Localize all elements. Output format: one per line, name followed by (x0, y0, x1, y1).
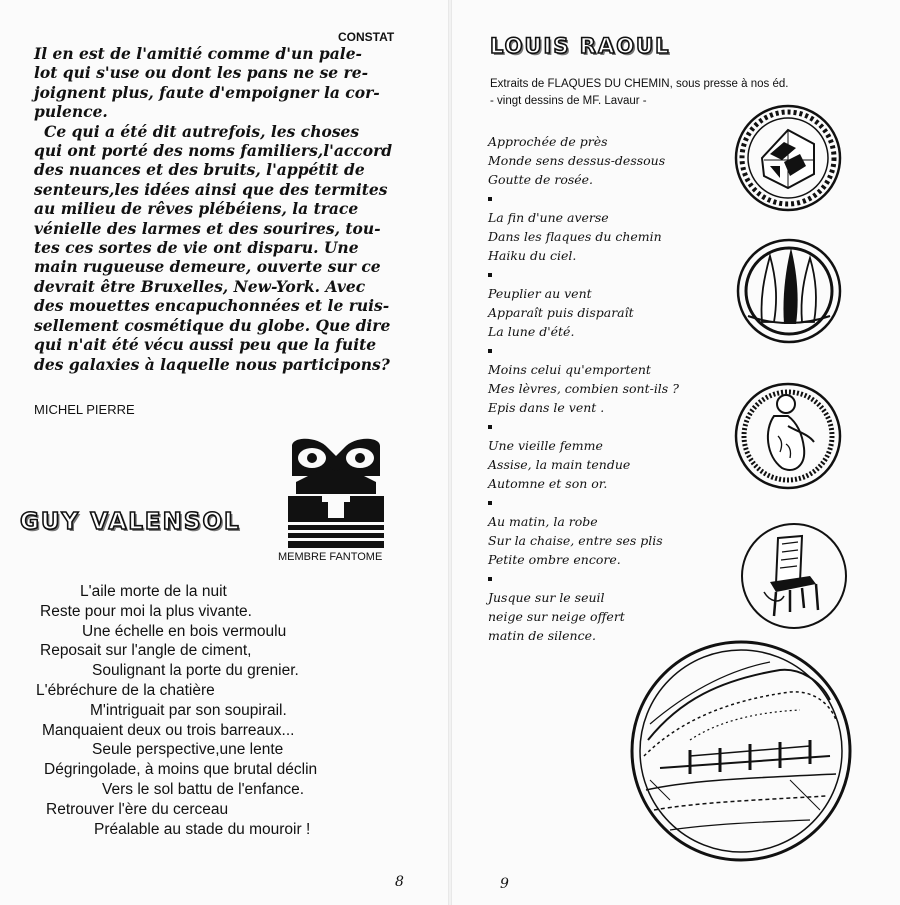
haiku-line: Une vieille femme (488, 438, 603, 453)
prose-line: devrait être Bruxelles, New-York. Avec (34, 276, 366, 296)
poem-line: Retrouver l'ère du cerceau (46, 800, 229, 818)
haiku-line: Monde sens dessus-dessous (488, 153, 666, 168)
haiku-line: La fin d'une averse (488, 210, 609, 225)
haiku-separator-bullet (488, 425, 492, 429)
section-label: CONSTAT (338, 30, 395, 44)
prose-line: des galaxies à laquelle nous participons? (34, 354, 390, 374)
poem-line: L'ébréchure de la chatière (36, 681, 215, 699)
prose-line: Il en est de l'amitié comme d'un pale- (34, 44, 362, 63)
medallion-mosaic-icon (734, 104, 842, 212)
haiku-line: Mes lèvres, combien sont-ils ? (488, 381, 679, 396)
medallion-chair-icon (740, 522, 848, 630)
poem-line: Une échelle en bois vermoulu (82, 622, 287, 640)
poem-line: Reste pour moi la plus vivante. (40, 602, 252, 620)
membre-fantome-logo-icon (288, 436, 384, 548)
haiku-separator-bullet (488, 197, 492, 201)
prose-line: des mouettes encapuchonnées et le ruis- (34, 296, 390, 316)
intro-line: Extraits de FLAQUES DU CHEMIN, sous presse à nos éd. (490, 78, 789, 90)
haiku-line: Apparaît puis disparaît (488, 305, 634, 320)
prose-line: joignent plus, faute d'empoigner la cor- (34, 82, 380, 102)
prose-line: qui n'ait été vécu aussi peu que la fuite (34, 335, 377, 355)
prose-line: tes ces sortes de vie ont disparu. Une (34, 238, 359, 258)
haiku-line: Assise, la main tendue (488, 457, 631, 472)
medallion-landscape-icon (630, 640, 852, 862)
prose-line: lot qui s'use ou dont les pans ne se re- (34, 63, 369, 83)
haiku-line: Epis dans le vent . (488, 400, 605, 415)
prose-line: senteurs,les idées ainsi que des termites (34, 179, 388, 199)
prose-line: main rugueuse demeure, ouverte sur ce (34, 257, 381, 277)
poem-line: Soulignant la porte du grenier. (92, 662, 299, 680)
poem-line: Manquaient deux ou trois barreaux... (42, 721, 295, 739)
medallion-poplars-icon (736, 238, 842, 344)
haiku-line: Jusque sur le seuil (488, 590, 605, 605)
poet-title: GUY VALENSOL (20, 509, 241, 535)
poem-line: L'aile morte de la nuit (80, 583, 227, 600)
poem-line: M'intriguait par son soupirail. (90, 701, 287, 719)
intro-line: - vingt dessins de MF. Lavaur - (490, 95, 647, 107)
poem-line: Vers le sol battu de l'enfance. (102, 780, 305, 798)
right-page (450, 0, 900, 905)
poet-title: LOUIS RAOUL (490, 34, 671, 58)
prose-line: des nuances et des bruits, l'appétit de (34, 160, 365, 180)
haiku-line: Dans les flaques du chemin (488, 229, 662, 244)
poem-line: Reposait sur l'angle de ciment, (40, 642, 252, 660)
haiku-line: Moins celui qu'emportent (488, 362, 651, 377)
haiku-line: Au matin, la robe (488, 514, 598, 529)
prose-line: pulence. (34, 102, 108, 122)
prose-line: vénielle des larmes et des sourires, tou- (34, 218, 381, 238)
haiku-line: neige sur neige offert (488, 609, 625, 624)
haiku-line: Sur la chaise, entre ses plis (488, 533, 663, 548)
poem-line: Préalable au stade du mouroir ! (94, 820, 311, 838)
prose-line: sellement cosmétique du globe. Que dire (34, 315, 391, 335)
medallion-figure-icon (734, 382, 842, 490)
author-signature: MICHEL PIERRE (34, 402, 135, 417)
haiku-line: Petite ombre encore. (488, 552, 621, 567)
prose-line: au milieu de rêves plébéiens, la trace (34, 199, 359, 219)
haiku-line: Peuplier au vent (488, 286, 592, 301)
haiku-line: Automne et son or. (488, 476, 608, 491)
page-number-left: 8 (395, 874, 404, 890)
haiku-separator-bullet (488, 501, 492, 505)
prose-line: qui ont porté des noms familiers,l'accord (34, 141, 393, 161)
haiku-separator-bullet (488, 577, 492, 581)
prose-line: Ce qui a été dit autrefois, les choses (44, 121, 360, 141)
haiku-separator-bullet (488, 273, 492, 277)
page-number-right: 9 (500, 876, 509, 892)
haiku-line: matin de silence. (488, 628, 596, 643)
haiku-separator-bullet (488, 349, 492, 353)
haiku-line: Goutte de rosée. (488, 172, 594, 187)
haiku-line: La lune d'été. (488, 324, 575, 339)
logo-caption: MEMBRE FANTOME (278, 551, 383, 563)
haiku-line: Approchée de près (488, 134, 608, 149)
prose-text (34, 44, 392, 374)
poem-text (36, 582, 318, 839)
poem-line: Seule perspective,une lente (92, 741, 284, 759)
poem-line: Dégringolade, à moins que brutal déclin (44, 761, 318, 779)
haiku-line: Haiku du ciel. (488, 248, 577, 263)
